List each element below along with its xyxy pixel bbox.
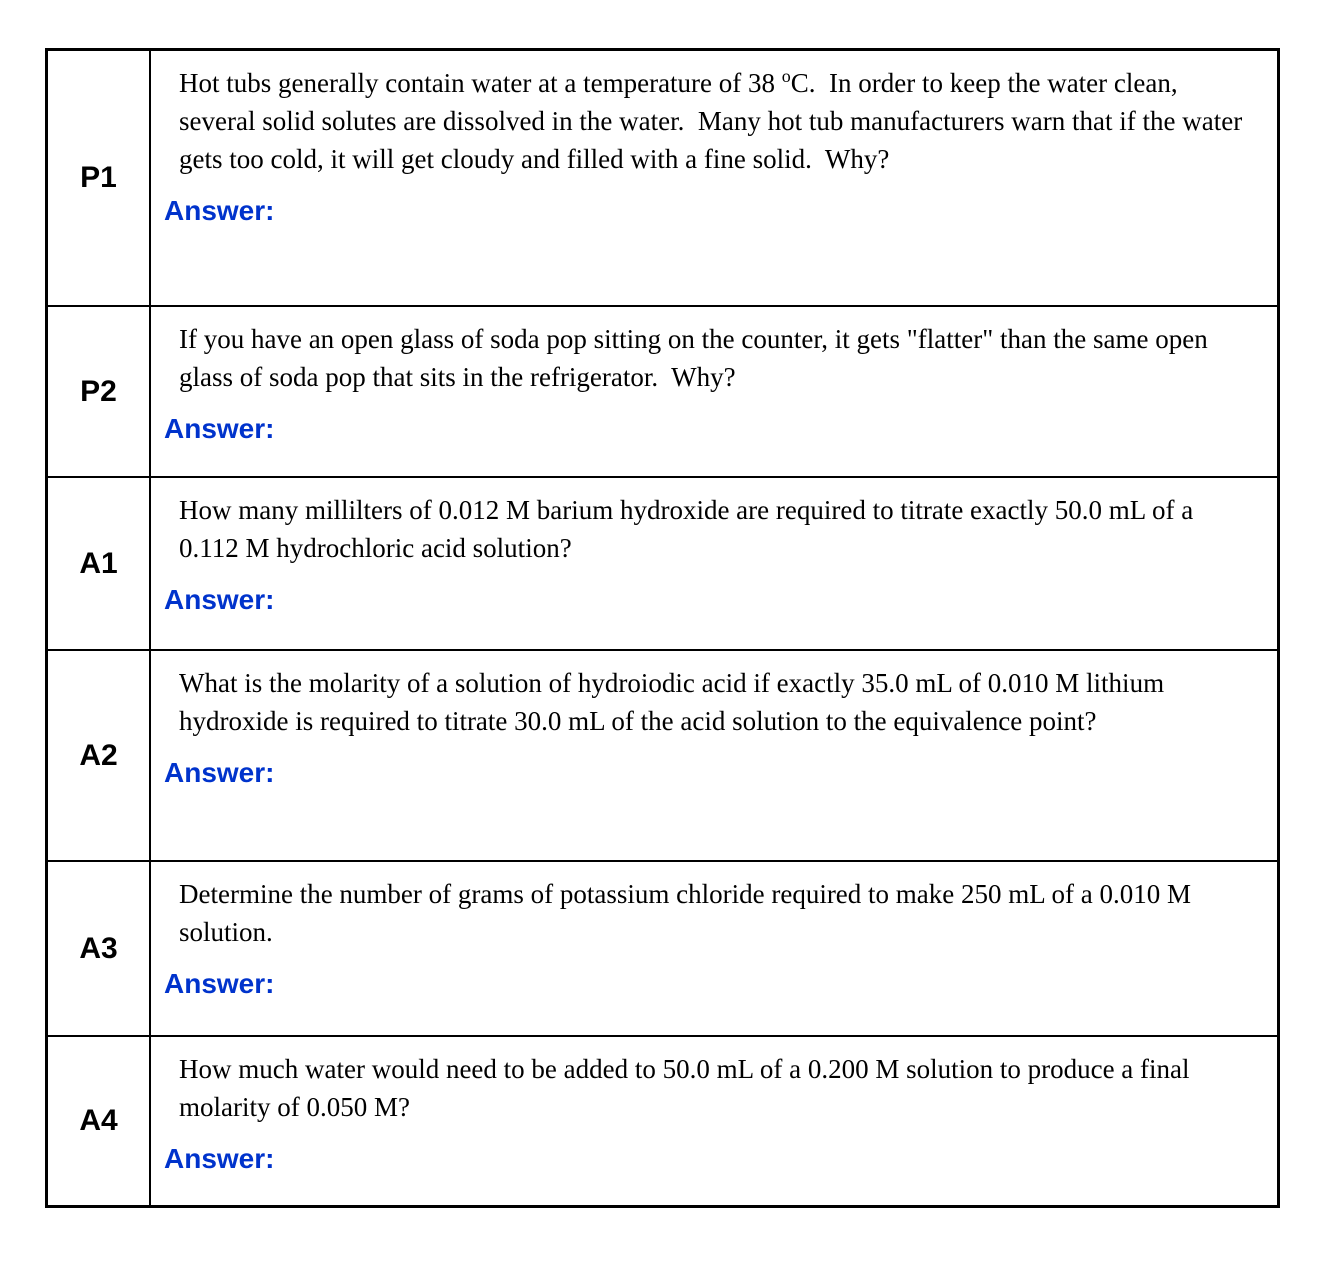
worksheet-table: [45, 48, 1280, 1208]
table-row: [48, 860, 1277, 1035]
question-text: Determine the number of grams of potassium chloride required to make 250 mL of a 0.010 M solution.: [179, 879, 1198, 947]
answer-label: Answer:: [164, 968, 275, 999]
row-label: A4: [48, 1037, 151, 1205]
question-text-part: C. In order to keep the water clean, several solid solutes are dissolved in the water. Many hot tub manufacturers warn that if the water gets too cold, it will get cloudy and filled with a fine solid. Why?: [179, 68, 1249, 174]
question-text: [179, 64, 1253, 178]
question-text: If you have an open glass of soda pop sitting on the counter, it gets "flatter" than the same open glass of soda pop that sits in the refrigerator. Why?: [179, 324, 1215, 392]
question-text: What is the molarity of a solution of hydroiodic acid if exactly 35.0 mL of 0.010 M lithium hydroxide is required to titrate 30.0 mL of the acid solution to the equivalence point?: [179, 668, 1171, 736]
row-content: [151, 478, 1277, 649]
table-row: [48, 305, 1277, 476]
question-superscript: o: [781, 66, 791, 86]
row-label: A3: [48, 862, 151, 1035]
question-text-part: Hot tubs generally contain water at a temperature of 38: [179, 68, 782, 98]
answer-label: Answer:: [164, 1143, 275, 1174]
table-row: [48, 1035, 1277, 1205]
row-label: P1: [48, 51, 151, 305]
row-content: [151, 51, 1277, 305]
row-content: [151, 651, 1277, 860]
question-text: How many millilters of 0.012 M barium hydroxide are required to titrate exactly 50.0 mL of a 0.112 M hydrochloric acid solution?: [179, 495, 1200, 563]
question-text: How much water would need to be added to 50.0 mL of a 0.200 M solution to produce a final molarity of 0.050 M?: [179, 1054, 1197, 1122]
row-label: A2: [48, 651, 151, 860]
answer-label: Answer:: [164, 757, 275, 788]
row-content: [151, 1037, 1277, 1205]
answer-label: Answer:: [164, 413, 275, 444]
table-row: [48, 51, 1277, 305]
answer-label: Answer:: [164, 584, 275, 615]
table-row: [48, 476, 1277, 649]
table-row: [48, 649, 1277, 860]
row-content: [151, 307, 1277, 476]
row-content: [151, 862, 1277, 1035]
row-label: P2: [48, 307, 151, 476]
answer-label: Answer:: [164, 195, 275, 226]
row-label: A1: [48, 478, 151, 649]
